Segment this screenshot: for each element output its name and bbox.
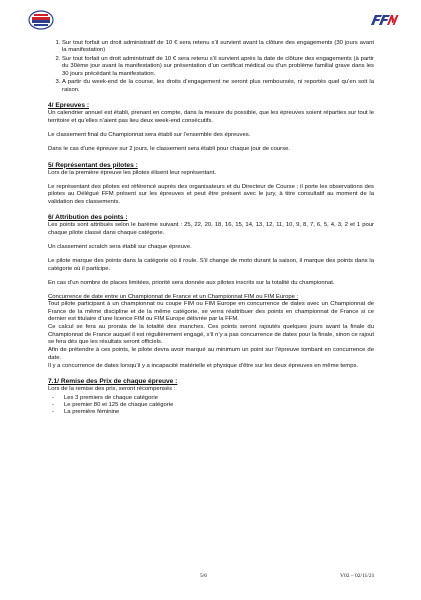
section-heading-points: 6/ Attribution des points :	[48, 214, 128, 222]
paragraph: Il y a concurrence de dates lorsqu’il y a incapacité matérielle et physique d’être sur les deux épreuves en même temps.	[48, 362, 359, 369]
paragraph: Un classement scratch sera établi sur chaque épreuve.	[48, 243, 192, 250]
subheading-concurrence: Concurrence de date entre un Championnat de France et un Championnat FIM ou FIM Europe :	[48, 294, 299, 301]
fees-item: 1. Sur tout forfait un droit administratif de 10 € sera retenu s’il survient avant la clôture des engagements (30 jours avant la manifestation)	[62, 40, 374, 55]
paragraph: Lors de la remise des prix, seront récompensés :	[48, 386, 176, 393]
section-heading-remise-des-prix: 7.1/ Remise des Prix de chaque épreuve :	[48, 378, 178, 386]
paragraph: En cas d’un nombre de places limitées, priorité sera donnée aux pilotes inscrits sur la totalité du championnat.	[48, 279, 335, 286]
paragraph: Tout pilote participant à un championnat ou coupe FIM ou FIM Europe en concurrence de dates avec un Championnat de France de la même discipline et de la même catégorie, se verra réattribuer des points en championnat de France si ce dernier est titulaire d’une licence FIM ou FIM Europe délivrée par la FFM.	[48, 301, 374, 323]
paragraph: Afin de prétendre à ces points, le pilote devra avoir marqué au minimum un point sur l’épreuve tombant en concurrence de date.	[48, 347, 374, 361]
list-item: - Les 3 premiers de chaque catégorie	[64, 395, 374, 402]
federation-logo-icon	[28, 10, 54, 30]
paragraph: Un calendrier annuel est établi, prenant en compte, dans la mesure du possible, que les épreuves soient réparties sur tout le territoire et qu’elles n’aient pas lieu deux week-end consécutifs.	[48, 110, 374, 124]
list-item: - Le premier 80 et 125 de chaque catégorie	[64, 402, 374, 409]
page-number: 5/6	[200, 573, 208, 579]
fees-item: 2. Sur tout forfait un droit administratif de 10 € sera retenu s’il survient après la date de clôture des engagements (à partir du 30ème jour avant la manifestation) sur présentation d’un certificat médical ou d’un problème familial grave dans les 30 jours précédant la manifestation.	[62, 56, 374, 78]
section-heading-epreuves: 4/ Epreuves :	[48, 102, 90, 110]
paragraph: Le classement final du Championnat sera établi sur l’ensemble des épreuves.	[48, 131, 251, 138]
paragraph: Le représentant des pilotes est référencé auprès des organisateurs et du Directeur de Course ; il porte les observations des pilotes au Délégué FFM présent sur les épreuves et peut être présent avec le jury, à titre consultatif au moment de la validation des classements.	[48, 184, 374, 205]
fees-list	[48, 40, 374, 94]
document-body	[48, 40, 374, 417]
paragraph: Le pilote marque des points dans la catégorie où il roule. S’il change de moto durant la saison, il marque des points dans la catégorie où il participe.	[48, 258, 374, 272]
ffm-logo-icon	[369, 14, 399, 26]
section-heading-representant: 5/ Représentant des pilotes :	[48, 161, 138, 169]
document-version: V02 – 02/11/21	[340, 573, 375, 579]
paragraph: Dans le cas d’une épreuve sur 2 jours, le classement sera établi pour chaque jour de course.	[48, 146, 290, 153]
list-item: - La première féminine	[64, 409, 374, 416]
prizes-list	[48, 395, 374, 417]
paragraph: Lors de la première épreuve les pilotes élisent leur représentant.	[48, 169, 216, 176]
fees-item: 3. A partir du week-end de la course, les droits d’engagement ne seront plus remboursés, ni reportés quel qu’en soit la raison.	[62, 79, 374, 94]
paragraph: Ce calcul se fera au prorata de la totalité des manches. Ces points seront rajoutés quelques jours avant la finale du Championnat de France auquel il est régulièrement engagé, s’il n’y a pas concurrence de dates pour la finale, sinon ce rajout se fera dès que les résultats seront officiels.	[48, 324, 374, 345]
paragraph: Les points sont attribués selon le barème suivant : 25, 22, 20, 18, 16, 15, 14, 13, 12, 11, 10, 9, 8, 7, 6, 5, 4, 3, 2 et 1 pour chaque pilote classé dans chaque catégorie.	[48, 222, 374, 236]
